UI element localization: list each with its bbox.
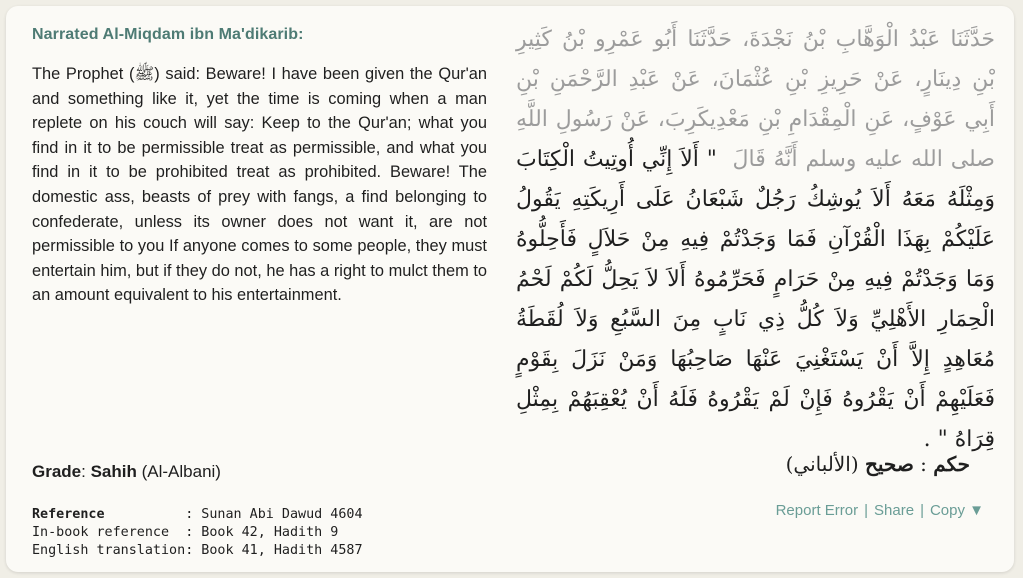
arabic-matn: "‏ أَلاَ إِنِّي أُوتِيتُ الْكِتَابَ وَمِثْلَهُ مَعَهُ أَلاَ يُوشِكُ رَجُلٌ شَبْعَانُ عَلَى أَرِيكَتِهِ يَقُولُ عَلَيْكُمْ بِهَذَا الْقُرْآنِ فَمَا وَجَدْتُمْ فِيهِ مِنْ حَلاَلٍ فَأَحِلُّوهُ وَمَا وَجَدْتُمْ فِيهِ مِنْ حَرَامٍ فَحَرِّمُوهُ أَلاَ لاَ يَحِلُّ لَكُمْ لَحْمُ الْحِمَارِ الأَهْلِيِّ وَلاَ كُلُّ ذِي نَابٍ مِنَ السَّبُعِ وَلاَ لُقَطَةُ مُعَاهِدٍ إِلاَّ أَنْ يَسْتَغْنِيَ عَنْهَا صَاحِبُهَا وَمَنْ نَزَلَ بِقَوْمٍ فَعَلَيْهِمْ أَنْ يَقْرُوهُ فَإِنْ لَمْ يَقْرُوهُ فَلَهُ أَنْ يُعْقِبَهُمْ بِمِثْلِ قِرَاهُ "‏ . [516,147,995,452]
share-link[interactable]: Share [874,502,915,519]
grade-arabic-line [786,452,970,476]
grade-line [32,462,221,482]
hadith-actions [776,502,984,519]
english-text: The Prophet (ﷺ) said: Beware! I have been given the Qur'an and something like it, yet the time is coming when a man replete on his couch will say: Keep to the Qur'an; what you find in it to be permissible treat as permissible, and what you find in it to be prohibited treat as prohibited. Beware! The domestic ass, beasts of prey with fangs, a find belonging to confederate, unless its owner does not want it, are not permissible to you If anyone comes to some people, they must entertain him, but if they do not, he has a right to mulct them to an amount equivalent to his entertainment. [32,65,488,305]
grade-label: Grade [32,462,82,481]
hadith-card [6,6,1014,572]
reference-key: English translation [32,543,186,558]
reference-value: : Book 42, Hadith 9 [185,525,339,540]
grade-ar-sep: : [913,452,934,476]
copy-dropdown[interactable]: Copy ▼ [929,502,984,519]
grade-value: Sahih [90,462,137,481]
separator: | [864,502,869,519]
reference-row [32,542,363,560]
reference-value: : Sunan Abi Dawud 4604 [185,507,363,522]
grade-colon: : [81,462,91,481]
report-error-link[interactable]: Report Error [775,502,859,519]
reference-row [32,524,363,542]
grade-source: (Al-Albani) [136,462,221,481]
grade-ar-label: حكم [933,452,970,476]
arabic-isnad: حَدَّثَنَا عَبْدُ الْوَهَّابِ بْنُ نَجْدَةَ، حَدَّثَنَا أَبُو عَمْرِو بْنُ كَثِيرِ بْنِ دِينَارٍ، عَنْ حَرِيزِ بْنِ عُثْمَانَ، عَنْ عَبْدِ الرَّحْمَنِ بْنِ أَبِي عَوْفٍ، عَنِ الْمِقْدَامِ بْنِ مَعْدِيكَرِبَ، عَنْ رَسُولِ اللَّهِ صلى الله عليه وسلم أَنَّهُ قَالَ ‏ [516,27,995,172]
grade-ar-value: صحيح [864,452,914,476]
reference-value: : Book 41, Hadith 4587 [185,543,363,558]
arabic-text [516,20,995,460]
separator: | [920,502,924,519]
reference-key: Reference [32,507,105,522]
reference-table [32,506,363,560]
grade-ar-source: (الألباني) [785,452,865,476]
reference-row [32,506,363,524]
narrator-line: Narrated Al-Miqdam ibn Ma'dikarib: [32,26,304,43]
reference-key: In-book reference [32,525,170,540]
